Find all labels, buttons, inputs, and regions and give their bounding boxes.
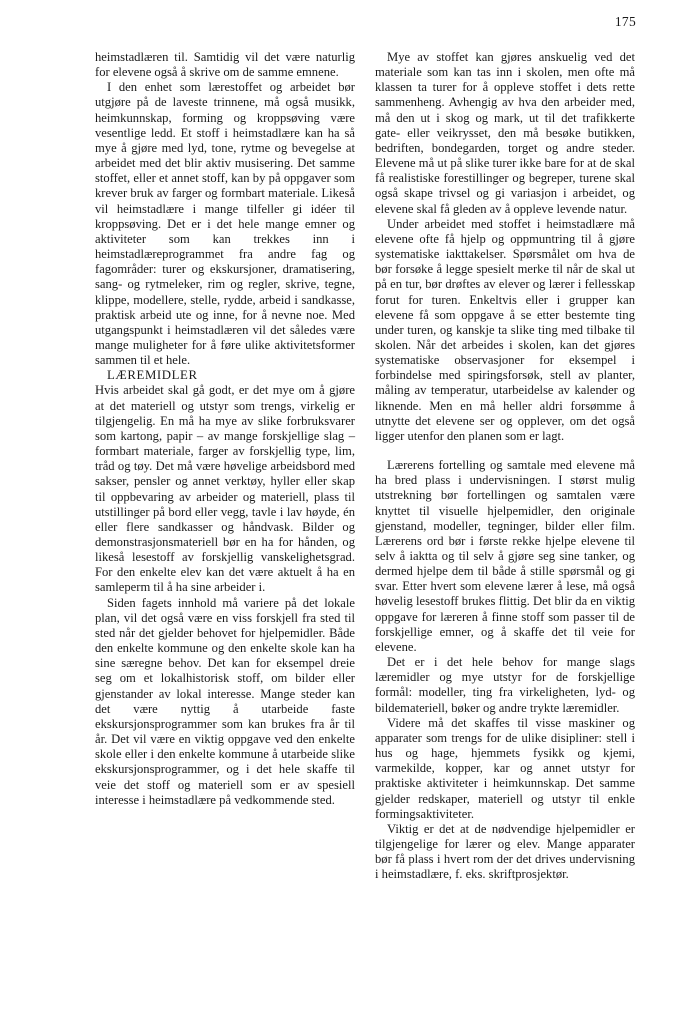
paragraph: Hvis arbeidet skal gå godt, er det mye om å gjøre at det materiell og utstyr som trengs, virkelig er tilgjengelig. En må ha mye av slike forbruksvarer som kartong, papir – av mange forskjellige slag – formbart materiale, farger av forskjellig type, lim, tråd og tøy. Det må være høvelige arbeidsbord med sakser, pensler og annet verktøy, hyller eller skap til oppbevaring av arbeider og materiell, plass til utstillinger på bord eller vegg, tavle i lav høyde, én eller flere sandkasser og håndvask. Bilder og demonstrasjonsmateriell bør en ha for hånden, og likeså lesestoff av forskjellig vanskelighetsgrad. For den enkelte elev kan det være aktuelt å ha en samleperm til å ha sine arbeider i. <box>95 383 355 595</box>
paragraph: Det er i det hele behov for mange slags læremidler og mye utstyr for de forskjellige formål: modeller, ting fra virkeligheten, lyd- og bildemateriell, bøker og andre trykte læremidler. <box>375 655 635 715</box>
paragraph: Mye av stoffet kan gjøres anskuelig ved det materiale som kan tas inn i skolen, men ofte må klassen ta turer for å oppleve stoffet i dets rette sammenheng. Avhengig av hva den arbeider med, må den ut i skog og mark, ut til det trafikkerte gate- eller veikrysset, den må besøke butikken, bedriften, bondegarden, torget og andre steder. Elevene må ut på slike turer ikke bare for at de skal få realistiske forestillinger og begreper, turene skal også skape trivsel og gi variasjon i arbeidet, og elevene skal få gleden av å oppleve levende natur. <box>375 50 635 216</box>
paragraph: Lærerens fortelling og samtale med elevene må ha bred plass i undervisningen. I størst mulig utstrekning bør fortellingen og samtalen være knyttet til visuelle hjelpemidler, den originale gjenstand, modeller, tegninger, bilder eller film. Lærerens ord bør i første rekke hjelpe elevene til selv å iaktta og til selv å gjøre seg sine tanker, og dermed hjelpe dem til både å stille spørsmål og gi svar. Etter hvert som elevene lærer å lese, må også høvelig lesestoff brukes flittig. Det blir da en viktig oppgave for læreren å finne stoff som passer til de forskjellige emner, og å skaffe det til veie for elevene. <box>375 458 635 654</box>
paragraph: I den enhet som lærestoffet og arbeidet bør utgjøre på de laveste trinnene, må også musikk, heimkunnskap, forming og kroppsøving være vesentlige ledd. Et stoff i heimstadlære kan ha så mye å gjøre med lyd, tone, rytme og bevegelse at arbeidet med det blir aktiv musisering. Det samme stoffet, eller et annet stoff, kan by på oppgaver som krever bruk av farger og formbart materiale. Likeså vil heimstadlære i mange tilfeller gi idéer til kroppsøving. Det er i det hele mange emner og aktiviteter som kan trekkes inn i heimstadlæreprogrammet fra andre fag og fagområder: turer og ekskursjoner, dramatisering, sang- og rytmeleker, rim og regler, skrive, tegne, klippe, modellere, stelle, rydde, arbeid i sandkasse, praktisk arbeid ute og inne, for å nevne noe. Med utgangspunkt i heimstadlæren vil det således være mange muligheter for å føre ulike aktivitetsformer sammen til et hele. <box>95 80 355 368</box>
section-heading: LÆREMIDLER <box>107 368 198 383</box>
paragraph: Siden fagets innhold må variere på det lokale plan, vil det også være en viss forskjell fra sted til sted når det gjelder behovet for hjelpemidler. Både den enkelte kommune og den enkelte skole kan ha sine særegne behov. Det kan for eksempel dreie seg om et lokalhistorisk stoff, om bilder eller gjenstander av lokal interesse. Mange steder kan det være nyttig å utarbeide faste ekskursjonsprogrammer som kan brukes fra år til år. Det vil være en viktig oppgave ved den enkelte skole eller i den enkelte kommune å utarbeide slike ekskursjonsprogrammer, og i det hele skaffe til veie det stoff og materiell som er av spesiell interesse i heimstadlære på vedkommende sted. <box>95 595 355 807</box>
paragraph: heimstadlæren til. Samtidig vil det være naturlig for elevene også å skrive om de samme emnene. <box>95 50 355 80</box>
paragraph: Under arbeidet med stoffet i heimstadlære må elevene ofte få hjelp og oppmuntring til å gjøre systematiske iakttakelser. Spørsmålet om hva de bør forsøke å legge spesielt merke til når de skal ut på en tur, bør drøftes av elever og lærer i fellesskap forut for turen. Enkeltvis eller i grupper kan elevene få som oppgave å se etter bestemte ting under turen, og kanskje ta slike ting med tilbake til skolen. Når det arbeides i skolen, kan det gjøres systematiske observasjoner for eksempel i forbindelse med spiringsforsøk, stell av planter, måling av temperatur, utarbeidelse av kalender og liknende. Men en må heller aldri forsømme å utnytte det elevene ser og opplever, om det også ligger utenfor den planen som er lagt. <box>375 216 635 443</box>
right-column <box>375 50 635 882</box>
paragraph: Viktig er det at de nødvendige hjelpemidler er tilgjengelige for lærer og elev. Mange apparater bør få plass i hvert rom der det drives undervisning i heimstadlære, f. eks. skriftprosjektør. <box>375 821 635 882</box>
paragraph: Videre må det skaffes til visse maskiner og apparater som trengs for de ulike disipliner: stell i hus og hage, hjemmets fysikk og kjemi, varmekilde, kopper, kar og annet utstyr for praktiske aktiviteter i heimkunnskap. Det samme gjelder redskaper, materiell og utstyr til enkle formingsaktiviteter. <box>375 715 635 821</box>
left-column <box>95 50 355 808</box>
page-number: 175 <box>614 14 636 29</box>
